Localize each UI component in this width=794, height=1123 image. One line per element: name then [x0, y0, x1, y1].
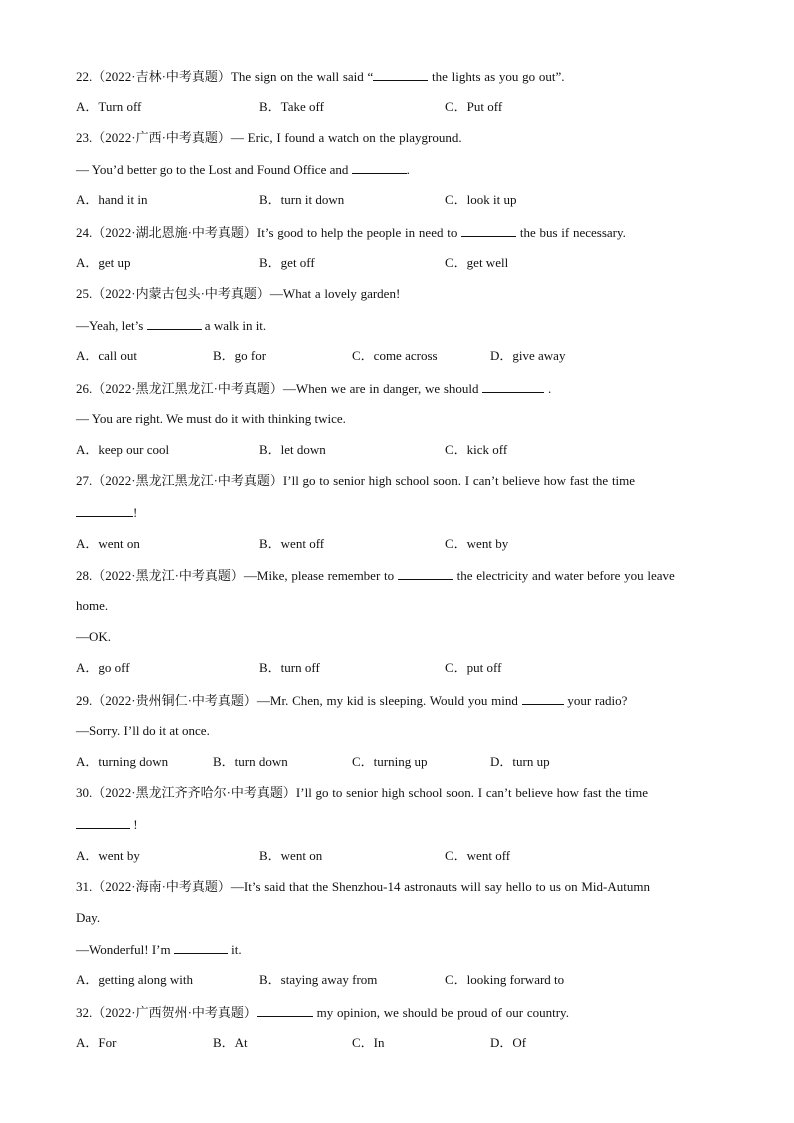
option-C[interactable]: C．Put off [445, 99, 503, 114]
line-text-before: —When we are in danger, we should [282, 381, 483, 396]
question-number: 25 [76, 286, 89, 301]
question-source: （2022·湖北恩施·中考真题） [92, 225, 257, 240]
option-B[interactable]: B．turn it down [259, 192, 345, 207]
question-number: 32 [76, 1005, 89, 1020]
answer-blank[interactable] [76, 816, 130, 829]
option-B[interactable]: B．At [213, 1035, 248, 1050]
number-separator: . [89, 568, 93, 583]
question-30-line [76, 816, 138, 832]
option-A[interactable]: A．turning down [76, 754, 169, 769]
line-text: —OK. [76, 629, 112, 644]
line-text: —It’s said that the Shenzhou-14 astronauts will say hello to us on Mid-Autumn [230, 879, 650, 894]
question-source: （2022·黑龙江黑龙江·中考真题） [92, 381, 283, 396]
line-text: — Eric, I found a watch on the playground. [230, 130, 462, 145]
number-separator: . [89, 381, 93, 396]
question-28-line [76, 598, 108, 614]
option-A[interactable]: A．call out [76, 348, 138, 363]
question-31-line [76, 941, 242, 957]
number-separator: . [89, 785, 93, 800]
option-A[interactable]: A．hand it in [76, 192, 148, 207]
line-text-after: my opinion, we should be proud of our country. [312, 1005, 569, 1020]
question-29-line [76, 723, 210, 739]
line-text: — You are right. We must do it with thinking twice. [76, 411, 346, 426]
option-A[interactable]: A．went by [76, 848, 140, 863]
option-C[interactable]: C．went off [445, 848, 511, 863]
question-28-stem [76, 567, 675, 583]
option-A[interactable]: A．get up [76, 255, 131, 270]
option-C[interactable]: C．put off [445, 660, 502, 675]
question-23-stem [76, 130, 462, 146]
question-source: （2022·贵州铜仁·中考真题） [92, 693, 257, 708]
option-C[interactable]: C．turning up [352, 754, 428, 769]
option-B[interactable]: B．turn down [213, 754, 288, 769]
question-source: （2022·吉林·中考真题） [92, 69, 231, 84]
line-text-after: it. [227, 942, 242, 957]
question-number: 29 [76, 693, 89, 708]
answer-blank[interactable] [257, 1004, 313, 1017]
question-number: 28 [76, 568, 89, 583]
line-text: I’ll go to senior high school soon. I can’t believe how fast the time [282, 473, 636, 488]
line-text-before: —Yeah, let’s [76, 318, 147, 333]
option-B[interactable]: B．go for [213, 348, 267, 363]
question-31-stem [76, 879, 650, 895]
option-C[interactable]: C．look it up [445, 192, 517, 207]
line-text-before: —Mr. Chen, my kid is sleeping. Would you mind [256, 693, 522, 708]
question-number: 23 [76, 130, 89, 145]
question-25-stem [76, 286, 400, 302]
option-B[interactable]: B．turn off [259, 660, 320, 675]
question-source: （2022·广西贺州·中考真题） [92, 1005, 257, 1020]
question-number: 24 [76, 225, 89, 240]
answer-blank[interactable] [522, 692, 564, 705]
line-text-after: a walk in it. [201, 318, 267, 333]
line-text: Day. [76, 910, 101, 925]
line-text-after: ! [133, 505, 138, 520]
line-text-after: ! [130, 817, 138, 832]
question-source: （2022·黑龙江·中考真题） [92, 568, 244, 583]
question-number: 31 [76, 879, 89, 894]
answer-blank[interactable] [76, 504, 133, 517]
question-source: （2022·海南·中考真题） [92, 879, 231, 894]
line-text-before: —Mike, please remember to [243, 568, 398, 583]
question-26-line [76, 411, 346, 427]
option-C[interactable]: C．come across [352, 348, 438, 363]
answer-blank[interactable] [461, 224, 516, 237]
line-text-after: the lights as you go out”. [428, 69, 565, 84]
line-text-before: The sign on the wall said “ [230, 69, 374, 84]
question-27-line [76, 504, 137, 520]
line-text-after: . [406, 162, 410, 177]
question-source: （2022·黑龙江黑龙江·中考真题） [92, 473, 283, 488]
line-text-before: —Wonderful! I’m [76, 942, 174, 957]
option-B[interactable]: B．let down [259, 442, 326, 457]
option-D[interactable]: D．give away [490, 348, 566, 363]
option-A[interactable]: A．keep our cool [76, 442, 170, 457]
answer-blank[interactable] [482, 380, 544, 393]
number-separator: . [89, 225, 93, 240]
line-text: —Sorry. I’ll do it at once. [76, 723, 210, 738]
option-A[interactable]: A．For [76, 1035, 117, 1050]
option-C[interactable]: C．kick off [445, 442, 508, 457]
option-B[interactable]: B．went off [259, 536, 325, 551]
question-22-stem [76, 68, 565, 84]
question-number: 26 [76, 381, 89, 396]
option-C[interactable]: C．get well [445, 255, 509, 270]
question-28-line [76, 629, 111, 645]
line-text-after: the electricity and water before you leave [452, 568, 675, 583]
number-separator: . [89, 130, 93, 145]
option-D[interactable]: D．turn up [490, 754, 550, 769]
question-number: 22 [76, 69, 89, 84]
option-C[interactable]: C．looking forward to [445, 972, 565, 987]
line-text: home. [76, 598, 109, 613]
answer-blank[interactable] [398, 567, 453, 580]
number-separator: . [89, 1005, 93, 1020]
option-A[interactable]: A．went on [76, 536, 140, 551]
question-27-stem [76, 473, 635, 489]
question-23-line [76, 161, 410, 177]
option-B[interactable]: B．Take off [259, 99, 324, 114]
option-A[interactable]: A．go off [76, 660, 130, 675]
answer-blank[interactable] [352, 161, 407, 174]
answer-blank[interactable] [147, 317, 202, 330]
question-29-stem [76, 692, 627, 708]
line-text: I’ll go to senior high school soon. I can’t believe how fast the time [295, 785, 649, 800]
question-31-line [76, 910, 100, 926]
option-C[interactable]: C．In [352, 1035, 385, 1050]
question-source: （2022·内蒙古包头·中考真题） [92, 286, 270, 301]
option-D[interactable]: D．Of [490, 1035, 527, 1050]
question-number: 30 [76, 785, 89, 800]
option-A[interactable]: A．Turn off [76, 99, 142, 114]
question-30-stem [76, 785, 648, 801]
number-separator: . [89, 693, 93, 708]
question-25-line [76, 317, 266, 333]
question-source: （2022·黑龙江齐齐哈尔·中考真题） [92, 785, 296, 800]
question-32-stem [76, 1004, 569, 1020]
number-separator: . [89, 473, 93, 488]
option-A[interactable]: A．getting along with [76, 972, 193, 987]
question-source: （2022·广西·中考真题） [92, 130, 231, 145]
line-text-before: — You’d better go to the Lost and Found Office and [76, 162, 352, 177]
line-text-after: the bus if necessary. [516, 225, 626, 240]
question-24-stem [76, 224, 626, 240]
option-B[interactable]: B．staying away from [259, 972, 378, 987]
option-B[interactable]: B．get off [259, 255, 315, 270]
answer-blank[interactable] [373, 68, 428, 81]
question-26-stem [76, 380, 551, 396]
answer-blank[interactable] [174, 941, 228, 954]
line-text-before: It’s good to help the people in need to [256, 225, 462, 240]
question-number: 27 [76, 473, 89, 488]
line-text: —What a lovely garden! [269, 286, 401, 301]
line-text-after: your radio? [563, 693, 628, 708]
number-separator: . [89, 879, 93, 894]
line-text-after: . [544, 381, 552, 396]
number-separator: . [89, 69, 93, 84]
option-B[interactable]: B．went on [259, 848, 323, 863]
option-C[interactable]: C．went by [445, 536, 509, 551]
number-separator: . [89, 286, 93, 301]
